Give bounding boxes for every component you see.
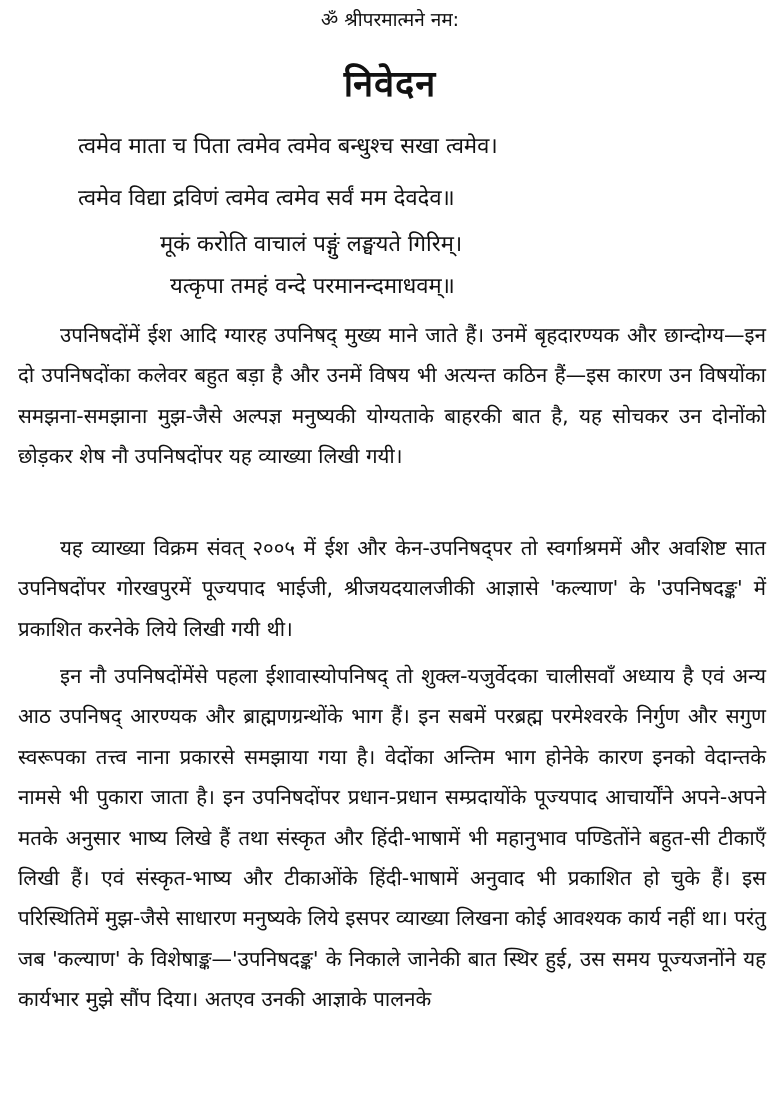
- invocation-heading: ॐ श्रीपरमात्मने नम:: [320, 9, 460, 31]
- verse-line: मूकं करोति वाचालं पङ्गुं लङ्घयते गिरिम्।: [160, 232, 463, 257]
- paragraph: इन नौ उपनिषदोंमेंसे पहला ईशावास्योपनिषद् तो शुक्ल-यजुर्वेदका चालीसवाँ अध्याय है एवं अन्य आठ उपनिषद् आरण्यक और ब्राह्मणग्रन्थोंके भाग हैं। इन सबमें परब्रह्म परमेश्वरके निर्गुण और सगुण स्वरूपका तत्त्व नाना प्रकारसे समझाया गया है। वेदोंका अन्तिम भाग होनेके कारण इनको वेदान्तके नामसे भी पुकारा जाता है। इन उपनिषदोंपर प्रधान-प्रधान सम्प्रदायोंके पूज्यपाद आचार्योंने अपने-अपने मतके अनुसार भाष्य लिखे हैं तथा संस्कृत और हिंदी-भाषामें भी महानुभाव पण्डितोंने बहुत-सी टीकाएँ लिखी हैं। एवं संस्कृत-भाष्य और टीकाओंके हिंदी-भाषामें अनुवाद भी प्रकाशित हो चुके हैं। इस परिस्थितिमें मुझ-जैसे साधारण मनुष्यके लिये इसपर व्याख्या लिखना कोई आवश्यक कार्य नहीं था। परंतु जब 'कल्याण' के विशेषाङ्क—'उपनिषदङ्क' के निकाले जानेकी बात स्थिर हुई, उस समय पूज्यजनोंने यह कार्यभार मुझे सौंप दिया। अतएव उनकी आज्ञाके पालनके: [18, 664, 766, 1012]
- paragraph: यह व्याख्या विक्रम संवत् २००५ में ईश और केन-उपनिषद्पर तो स्वर्गाश्रममें और अवशिष्ट सात उपनिषदोंपर गोरखपुरमें पूज्यपाद भाईजी, श्रीजयदयालजीकी आज्ञासे 'कल्याण' के 'उपनिषदङ्क' में प्रकाशित करनेके लिये लिखी गयी थी।: [18, 536, 766, 641]
- page-title: निवेदन: [343, 64, 437, 105]
- verse-line: त्वमेव माता च पिता त्वमेव त्वमेव बन्धुश्च सखा त्वमेव।: [78, 134, 498, 159]
- verse-line: त्वमेव विद्या द्रविणं त्वमेव त्वमेव सर्वं मम देवदेव॥: [78, 186, 455, 211]
- verse-line: यत्कृपा तमहं वन्दे परमानन्दमाधवम्॥: [170, 274, 455, 299]
- paragraph: उपनिषदोंमें ईश आदि ग्यारह उपनिषद् मुख्य माने जाते हैं। उनमें बृहदारण्यक और छान्दोग्य—इन दो उपनिषदोंका कलेवर बहुत बड़ा है और उनमें विषय भी अत्यन्त कठिन हैं—इस कारण उन विषयोंका समझना-समझाना मुझ-जैसे अल्पज्ञ मनुष्यकी योग्यताके बाहरकी बात है, यह सोचकर उन दोनोंको छोड़कर शेष नौ उपनिषदोंपर यह व्याख्या लिखी गयी।: [18, 323, 766, 469]
